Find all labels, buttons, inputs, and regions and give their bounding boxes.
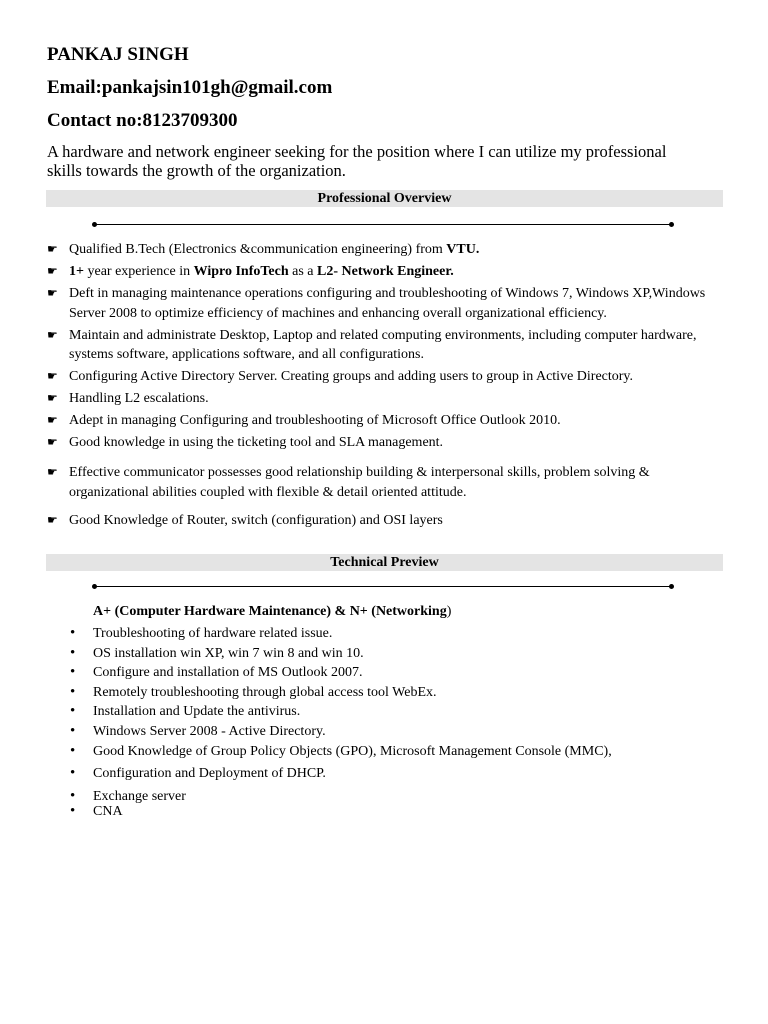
divider-dot xyxy=(669,222,674,227)
overview-item-text: Good Knowledge of Router, switch (configuration) and OSI layers xyxy=(69,512,443,528)
pointing-hand-icon: ☛ xyxy=(47,369,58,383)
bullet-icon: • xyxy=(70,803,76,820)
pointing-hand-icon: ☛ xyxy=(47,242,58,256)
divider-dot xyxy=(92,222,97,227)
technical-heading xyxy=(93,604,451,620)
technical-item xyxy=(70,764,710,784)
pointing-hand-icon: ☛ xyxy=(47,286,58,300)
overview-item xyxy=(47,463,727,502)
overview-item xyxy=(47,433,727,453)
bullet-icon: • xyxy=(70,765,76,782)
overview-item-text: year experience in xyxy=(83,264,194,279)
technical-item-text: Troubleshooting of hardware related issue. xyxy=(93,626,333,641)
technical-item xyxy=(70,802,710,822)
overview-item xyxy=(47,367,727,387)
overview-item-text: Effective communicator possesses good relationship building & interpersonal skills, problem solving & organizational abilities coupled with flexible & detail oriented attitude. xyxy=(69,465,650,500)
technical-item-text: Installation and Update the antivirus. xyxy=(93,704,301,720)
overview-item-text: 1+ xyxy=(69,264,84,279)
technical-item xyxy=(70,683,710,703)
bullet-icon: • xyxy=(70,625,76,641)
overview-item-text: Wipro InfoTech xyxy=(193,264,289,279)
email: Email:pankajsin101gh@gmail.com xyxy=(47,77,333,98)
section-technical-preview: Technical Preview xyxy=(46,554,723,571)
technical-item-text: CNA xyxy=(93,804,123,820)
overview-item xyxy=(47,411,727,431)
divider-line xyxy=(94,224,672,225)
technical-item-text: Exchange server xyxy=(93,788,186,804)
divider-dot xyxy=(669,584,674,589)
divider-dot xyxy=(92,584,97,589)
overview-item-text: VTU. xyxy=(446,242,480,257)
bullet-icon: • xyxy=(70,722,76,739)
overview-item-text: L2- Network Engineer. xyxy=(317,264,454,279)
divider-line xyxy=(94,586,672,587)
technical-item xyxy=(70,624,710,644)
pointing-hand-icon: ☛ xyxy=(47,327,58,342)
overview-item xyxy=(47,326,727,365)
pointing-hand-icon: ☛ xyxy=(47,413,58,427)
bullet-icon: • xyxy=(70,644,76,661)
overview-item-text: Adept in managing Configuring and troubleshooting of Microsoft Office Outlook 2010. xyxy=(69,413,561,428)
technical-item xyxy=(70,742,710,762)
bullet-icon: • xyxy=(70,664,76,681)
pointing-hand-icon: ☛ xyxy=(47,264,58,278)
bullet-icon: • xyxy=(70,742,76,759)
overview-item-text: as a xyxy=(288,264,318,279)
overview-item xyxy=(47,389,727,409)
technical-item-text: Windows Server 2008 - Active Directory. xyxy=(93,723,326,739)
candidate-name: PANKAJ SINGH xyxy=(47,44,189,65)
technical-item-text: Remotely troubleshooting through global access tool WebEx. xyxy=(93,684,437,700)
overview-item xyxy=(47,284,727,323)
bullet-icon: • xyxy=(70,703,76,720)
overview-item-text: Handling L2 escalations. xyxy=(69,391,209,406)
technical-item-text: Configure and installation of MS Outlook 2007. xyxy=(93,665,363,681)
overview-item-text: Deft in managing maintenance operations configuring and troubleshooting of Windows 7, Windows XP,Windows Server 2008 to optimize efficiency of machines and enhancing overall organizational efficiency. xyxy=(69,286,706,321)
technical-item-text: Configuration and Deployment of DHCP. xyxy=(93,766,326,782)
technical-item xyxy=(70,702,710,722)
pointing-hand-icon: ☛ xyxy=(47,512,58,527)
technical-item-text: OS installation win XP, win 7 win 8 and win 10. xyxy=(93,645,364,661)
overview-item xyxy=(47,511,727,531)
section-professional-overview: Professional Overview xyxy=(46,190,723,207)
pointing-hand-icon: ☛ xyxy=(47,465,58,479)
technical-item xyxy=(70,644,710,664)
technical-heading-text: A+ (Computer Hardware Maintenance) & N+ (Networking xyxy=(93,604,447,619)
overview-item-text: Good knowledge in using the ticketing tool and SLA management. xyxy=(69,435,444,450)
contact-number: Contact no:8123709300 xyxy=(47,110,238,131)
overview-item-text: Qualified B.Tech (Electronics &communication engineering) from xyxy=(69,242,447,257)
professional-overview-list xyxy=(47,240,727,533)
overview-item-text: Maintain and administrate Desktop, Laptop and related computing environments, including computer hardware, systems software, applications software, and all configurations. xyxy=(69,327,697,362)
overview-item xyxy=(47,262,727,282)
technical-skills-list xyxy=(70,624,710,822)
technical-heading-suffix: ) xyxy=(446,604,452,619)
pointing-hand-icon: ☛ xyxy=(47,435,58,449)
technical-item-text: Good Knowledge of Group Policy Objects (GPO), Microsoft Management Console (MMC), xyxy=(93,743,612,759)
pointing-hand-icon: ☛ xyxy=(47,391,58,405)
objective-summary: A hardware and network engineer seeking for the position where I can utilize my professional skills towards the growth of the organization. xyxy=(47,142,667,180)
overview-item xyxy=(47,240,727,260)
bullet-icon: • xyxy=(70,683,76,700)
overview-item-text: Configuring Active Directory Server. Creating groups and adding users to group in Active Directory. xyxy=(69,369,634,384)
bullet-icon: • xyxy=(70,787,76,804)
technical-item xyxy=(70,663,710,683)
technical-item xyxy=(70,722,710,742)
